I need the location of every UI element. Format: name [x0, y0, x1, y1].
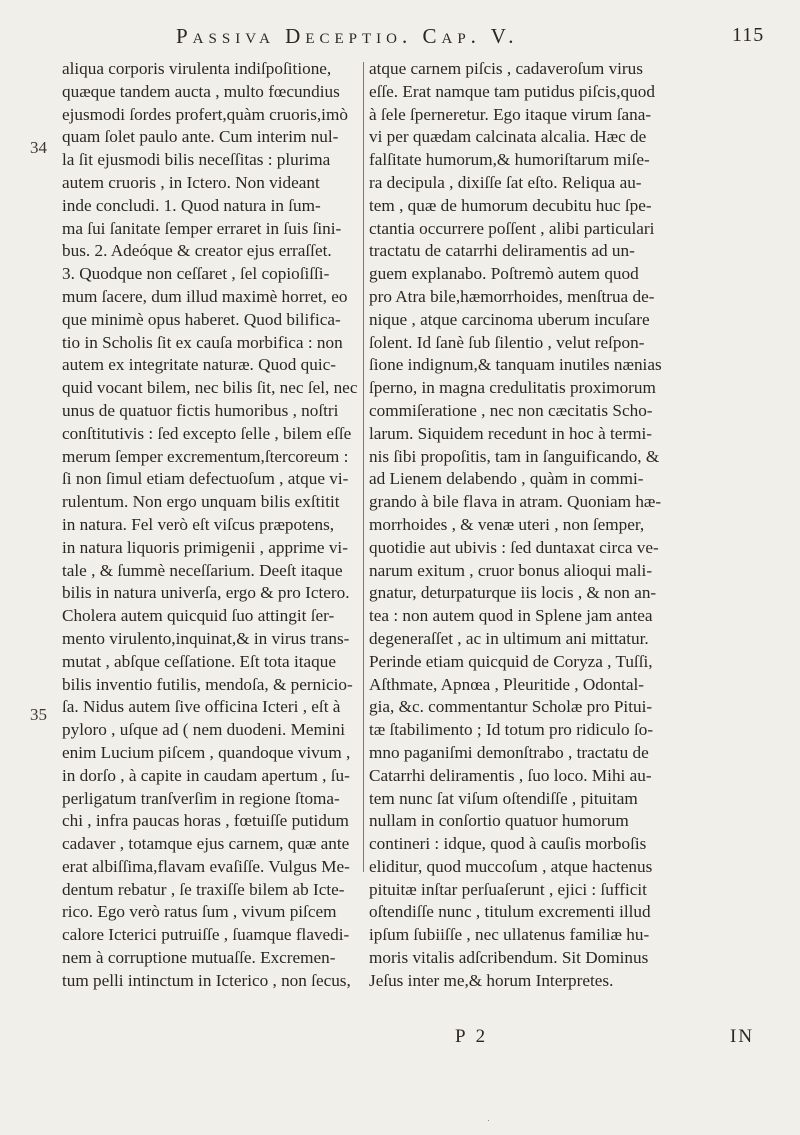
text-line: Aſthmate, Apnœa , Pleuritide , Odontal-: [369, 674, 644, 694]
running-head: [0, 24, 800, 56]
text-line: in natura. Fel verò eſt viſcus præpotens,: [62, 514, 335, 534]
text-line: cadaver , totamque ejus carnem, quæ ante: [62, 834, 350, 854]
text-line: bilis inventio futilis, mendoſa, & pernicio-: [62, 674, 353, 694]
text-line: tæ ſtabilimento ; Id totum pro ridiculo ſo-: [369, 720, 654, 740]
text-line: Jeſus inter me,& horum Interpretes.: [369, 970, 614, 990]
text-line: commiſeratione , nec non cæcitatis Scho-: [369, 400, 653, 420]
left-text-column: [62, 58, 360, 993]
text-line: in natura liquoris primigenii , apprime vi-: [62, 537, 348, 557]
text-line: chi , infra paucas horas , fœtuiſſe putidum: [62, 811, 349, 831]
text-line: nullam in conſortio quatuor humorum: [369, 811, 629, 831]
text-line: ſolent. Id ſanè ſub ſilentio , velut reſpon-: [369, 332, 645, 352]
text-line: gnatur, deturpaturque iis locis , & non an-: [369, 583, 657, 603]
column-rule: [363, 62, 364, 872]
text-line: tem nunc ſat viſum oſtendiſſe , pituitam: [369, 788, 638, 808]
text-line: Catarrhi deliramentis , ſuo loco. Mihi au-: [369, 765, 652, 785]
text-line: quæque tandem aucta , multo fœcundius: [62, 81, 340, 101]
text-line: falſitate humorum,& humoriſtarum miſe-: [369, 150, 650, 170]
text-line: ſi non ſimul etiam defectuoſum , atque vi-: [62, 469, 349, 489]
text-line: rico. Ego verò ratus ſum , vivum piſcem: [62, 902, 337, 922]
text-line: erat albiſſima,flavam evaſiſſe. Vulgus Me-: [62, 856, 350, 876]
text-line: quam ſolet paulo ante. Cum interim nul-: [62, 127, 339, 147]
text-line: nique , atque carcinoma uberum incuſare: [369, 309, 650, 329]
text-line: pyloro , uſque ad ( nem duodeni. Memini: [62, 720, 346, 740]
text-line: mno paganiſmi demonſtrabo , tractatu de: [369, 742, 649, 762]
text-line: ejusmodi ſordes profert,quàm cruoris,imò: [62, 104, 348, 124]
text-line: à ſele ſperneretur. Ego itaque virum ſana-: [369, 104, 652, 124]
text-line: conſtitutivis : ſed excepto ſelle , bilem eſſe: [62, 423, 352, 443]
text-line: nem à corruptione mutuaſſe. Excremen-: [62, 948, 336, 968]
text-line: moris vitalis adſcribendum. Sit Dominus: [369, 948, 649, 968]
text-line: tio in Scholis ſit ex cauſa morbifica : non: [62, 332, 343, 352]
text-line: gia, &c. commentantur Scholæ pro Pitui-: [369, 697, 653, 717]
text-line: guem explanabo. Poſtremò autem quod: [369, 264, 639, 284]
text-line: ma ſui ſanitate ſemper erraret in ſuis ſini-: [62, 218, 342, 238]
text-line: perligatum tranſverſim in regione ſtoma-: [62, 788, 340, 808]
text-line: autem ex integritate naturæ. Quod quic-: [62, 355, 336, 375]
text-line: narum exitum , cruor bonus alioqui mali-: [369, 560, 653, 580]
text-line: ſperno, in magna credulitatis proximorum: [369, 378, 656, 398]
text-line: tem , quæ de humorum decubitu huc ſpe-: [369, 195, 652, 215]
text-line: mento virulento,inquinat,& in virus trans-: [62, 628, 350, 648]
text-line: grando à bile flava in atram. Quoniam hæ-: [369, 492, 662, 512]
paper-speck: [488, 1120, 489, 1121]
text-line: ra decipula , dixiſſe ſat eſto. Reliqua au-: [369, 172, 642, 192]
text-line: Perinde etiam quicquid de Coryza , Tuſſi,: [369, 651, 653, 671]
text-line: rulentum. Non ergo unquam bilis exſtitit: [62, 492, 340, 512]
text-line: pro Atra bile,hæmorrhoides, menſtrua de-: [369, 286, 655, 306]
text-line: tale , & ſummè neceſſarium. Deeſt itaque: [62, 560, 343, 580]
text-line: eſſe. Erat namque tam putidus piſcis,quod: [369, 81, 655, 101]
text-line: ad Lienem delabendo , quàm in commi-: [369, 469, 644, 489]
text-line: tea : non autem quod in Splene jam antea: [369, 606, 653, 626]
text-line: larum. Siquidem recedunt in hoc à termi-: [369, 423, 653, 443]
text-line: enim Lucium piſcem , quandoque vivum ,: [62, 742, 351, 762]
page-number: 115: [732, 24, 765, 46]
text-line: contineri : idque, quod à cauſis morboſis: [369, 834, 647, 854]
text-line: ſione indignum,& tanquam inutiles nænias: [369, 355, 662, 375]
text-line: inde concludi. 1. Quod natura in ſum-: [62, 195, 321, 215]
text-line: Cholera autem quicquid ſuo attingit ſer-: [62, 606, 335, 626]
signature-mark: P 2: [455, 1026, 489, 1047]
right-text-column: [369, 58, 771, 993]
text-line: aliqua corporis virulenta indiſpoſitione,: [62, 59, 332, 78]
text-line: 3. Quodque non ceſſaret , ſel copioſiſſi-: [62, 264, 330, 284]
text-line: ipſum ſubiiſſe , nec ullatenus familiæ hu-: [369, 925, 650, 945]
catchword: IN: [730, 1026, 755, 1047]
text-line: eliditur, quod muccoſum , atque hactenus: [369, 856, 653, 876]
text-line: degeneraſſet , ac in ultimum ani mittatur.: [369, 628, 649, 648]
text-line: merum ſemper excrementum,ſtercoreum :: [62, 446, 349, 466]
text-line: atque carnem piſcis , cadaveroſum virus: [369, 59, 643, 78]
text-line: ctantia occurrere poſſent , alibi particulari: [369, 218, 655, 238]
text-line: mum ſacere, dum illud maximè horret, eo: [62, 286, 348, 306]
text-line: nis ſibi propoſitis, tam in ſanguificando, &: [369, 446, 660, 466]
text-line: oſtendiſſe nunc , titulum excrementi illud: [369, 902, 651, 922]
text-line: bilis in natura univerſa, ergo & pro Ictero.: [62, 583, 350, 603]
text-line: vi per quædam calcinata alcalia. Hæc de: [369, 127, 647, 147]
text-line: unus de quatuor fictis humoribus , noſtri: [62, 400, 339, 420]
margin-number-34: 34: [30, 138, 47, 157]
text-line: quotidie aut ubivis : ſed duntaxat circa ve-: [369, 537, 659, 557]
text-line: que minimè opus haberet. Quod bilifica-: [62, 309, 341, 329]
text-line: autem cruoris , in Ictero. Non videant: [62, 172, 320, 192]
text-line: morrhoides , & venæ uteri , non ſemper,: [369, 514, 645, 534]
text-line: mutat , abſque ceſſatione. Eſt tota itaque: [62, 651, 336, 671]
text-line: bus. 2. Adeóque & creator ejus erraſſet.: [62, 241, 332, 261]
margin-number-35: 35: [30, 705, 47, 724]
text-line: calore Icterici putruiſſe , ſuamque flavedi-: [62, 925, 350, 945]
text-line: tum pelli intinctum in Icterico , non ſecus,: [62, 970, 351, 990]
text-line: la ſit ejusmodi bilis neceſſitas : plurima: [62, 150, 331, 170]
text-line: quid vocant bilem, nec bilis ſit, nec ſel, nec: [62, 378, 358, 398]
text-line: in dorſo , à capite in caudam apertum , ſu-: [62, 765, 350, 785]
text-line: pituitæ inſtar perſuaſerunt , ejici : ſufficit: [369, 879, 647, 899]
text-line: ſa. Nidus autem ſive officina Icteri , eſt à: [62, 697, 341, 717]
text-line: dentum rebatur , ſe traxiſſe bilem ab Icte-: [62, 879, 345, 899]
text-line: tractatu de catarrhi deliramentis ad un-: [369, 241, 635, 261]
running-title: Passiva Deceptio. Cap. V.: [176, 24, 519, 48]
